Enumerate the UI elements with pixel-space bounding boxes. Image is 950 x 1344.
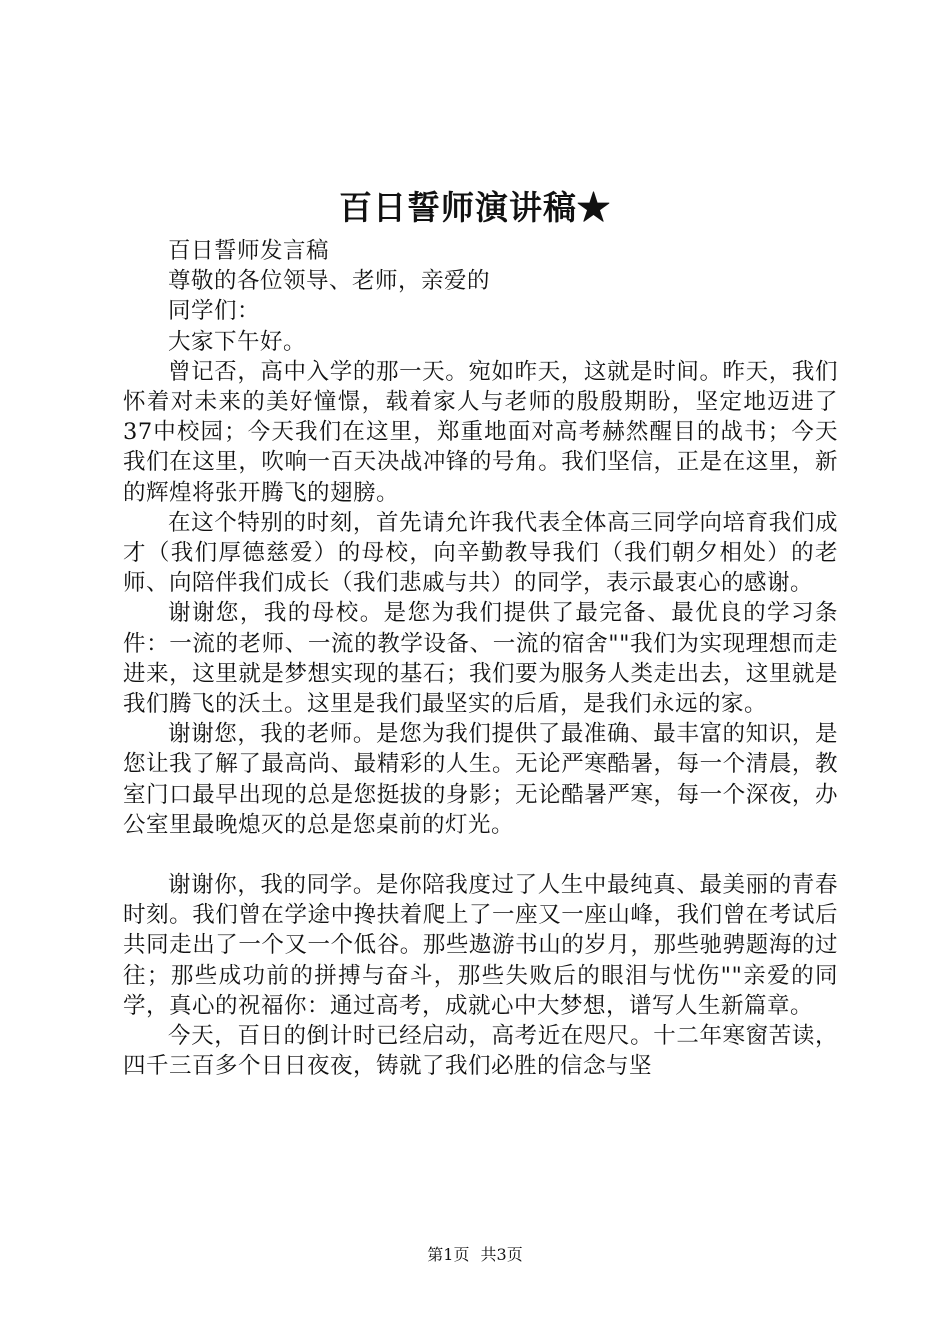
- paragraph-countdown: 今天，百日的倒计时已经启动，高考近在咫尺。十二年寒窗苦读，四千三百多个日日夜夜，铸就了我们必胜的信念与坚: [123, 1023, 838, 1080]
- paragraph-thanks-classmates: 谢谢你，我的同学。是你陪我度过了人生中最纯真、最美丽的青春时刻。我们曾在学途中搀扶着爬上了一座又一座山峰，我们曾在考试后共同走出了一个又一个低谷。那些遨游书山的岁月，那些驰骋题海的过往；那些成功前的拼搏与奋斗，那些失败后的眼泪与忧伤""亲爱的同学，真心的祝福你：通过高考，成就心中大梦想，谱写人生新篇章。: [123, 872, 838, 1019]
- paragraph-memory: 曾记否，高中入学的那一天。宛如昨天，这就是时间。昨天，我们怀着对未来的美好憧憬，载着家人与老师的殷殷期盼，坚定地迈进了37中校园；今天我们在这里，郑重地面对高考赫然醒目的战书；今天我们在这里，吹响一百天决战冲锋的号角。我们坚信，正是在这里，新的辉煌将张开腾飞的翅膀。: [123, 358, 838, 506]
- page-number: 第1页: [427, 1245, 470, 1264]
- paragraph-gap: [123, 840, 838, 870]
- paragraph-salutation: 尊敬的各位领导、老师，亲爱的: [168, 268, 491, 295]
- paragraph-thanks-intro: 在这个特别的时刻，首先请允许我代表全体高三同学向培育我们成才（我们厚德慈爱）的母校，向辛勤教导我们（我们朝夕相处）的老师、向陪伴我们成长（我们悲戚与共）的同学，表示最衷心的感谢。: [123, 509, 838, 597]
- paragraph-thanks-teacher: 谢谢您，我的老师。是您为我们提供了最准确、最丰富的知识，是您让我了解了最高尚、最精彩的人生。无论严寒酷暑，每一个清晨，教室门口最早出现的总是您挺拔的身影；无论酷暑严寒，每一个深夜，办公室里最晚熄灭的总是您桌前的灯光。: [123, 721, 838, 838]
- document-title: 百日誓师演讲稿★: [339, 188, 611, 227]
- document-body: [123, 236, 838, 1081]
- paragraph-greeting: 大家下午好。: [168, 328, 307, 355]
- paragraph-heading: 百日誓师发言稿: [168, 238, 330, 264]
- paragraph-thanks-school: 谢谢您，我的母校。是您为我们提供了最完备、最优良的学习条件：一流的老师、一流的教学设备、一流的宿舍""我们为实现理想而走进来，这里就是梦想实现的基石；我们要为服务人类走出去，这里就是我们腾飞的沃土。这里是我们最坚实的后盾，是我们永远的家。: [123, 600, 838, 718]
- page-footer: [0, 1243, 950, 1267]
- page-total: 共3页: [480, 1245, 523, 1264]
- paragraph-salutation-cont: 同学们：: [168, 298, 261, 325]
